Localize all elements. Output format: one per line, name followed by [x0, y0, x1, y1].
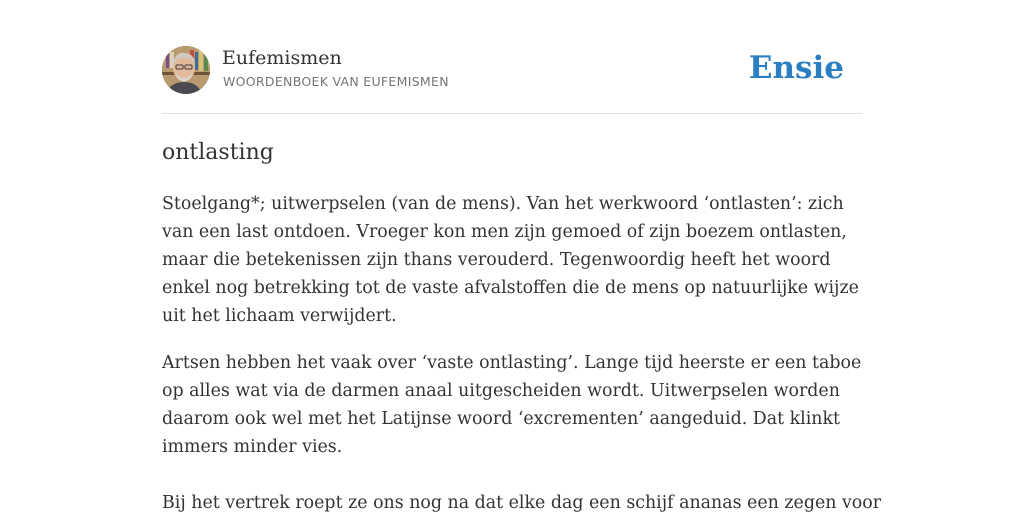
author-photo — [162, 46, 210, 94]
entry-paragraph: Bij het vertrek roept ze ons nog na dat elke dag een schijf ananas een zegen voor — [162, 493, 882, 512]
dictionary-subtitle[interactable]: WOORDENBOEK VAN EUFEMISMEN — [223, 74, 449, 89]
entry-title: ontlasting — [162, 140, 274, 165]
ensie-logo[interactable]: Ensie — [748, 50, 844, 86]
entry-paragraph: Artsen hebben het vaak over ‘vaste ontlasting’. Lange tijd heerste er een taboe op alles wat via de darmen anaal uitgescheiden wordt. Uitwerpselen worden daarom ook wel met het Latijnse woord ‘excrementen’ aangeduid. Dat klinkt immers minder vies. — [162, 353, 862, 457]
page-header — [162, 46, 862, 96]
header-divider — [162, 113, 862, 114]
author-avatar[interactable] — [162, 46, 210, 94]
entry-paragraph: Stoelgang*; uitwerpselen (van de mens). Van het werkwoord ‘ontlasten’: zich van een last ontdoen. Vroeger kon men zijn gemoed of zijn boezem ontlasten, maar die betekenissen zijn thans verouderd. Tegenwoordig heeft het woord enkel nog betrekking tot de vaste afvalstoffen die de mens op natuurlijke wijze uit het lichaam verwijdert. — [162, 194, 859, 326]
author-name[interactable]: Eufemismen — [222, 47, 342, 69]
